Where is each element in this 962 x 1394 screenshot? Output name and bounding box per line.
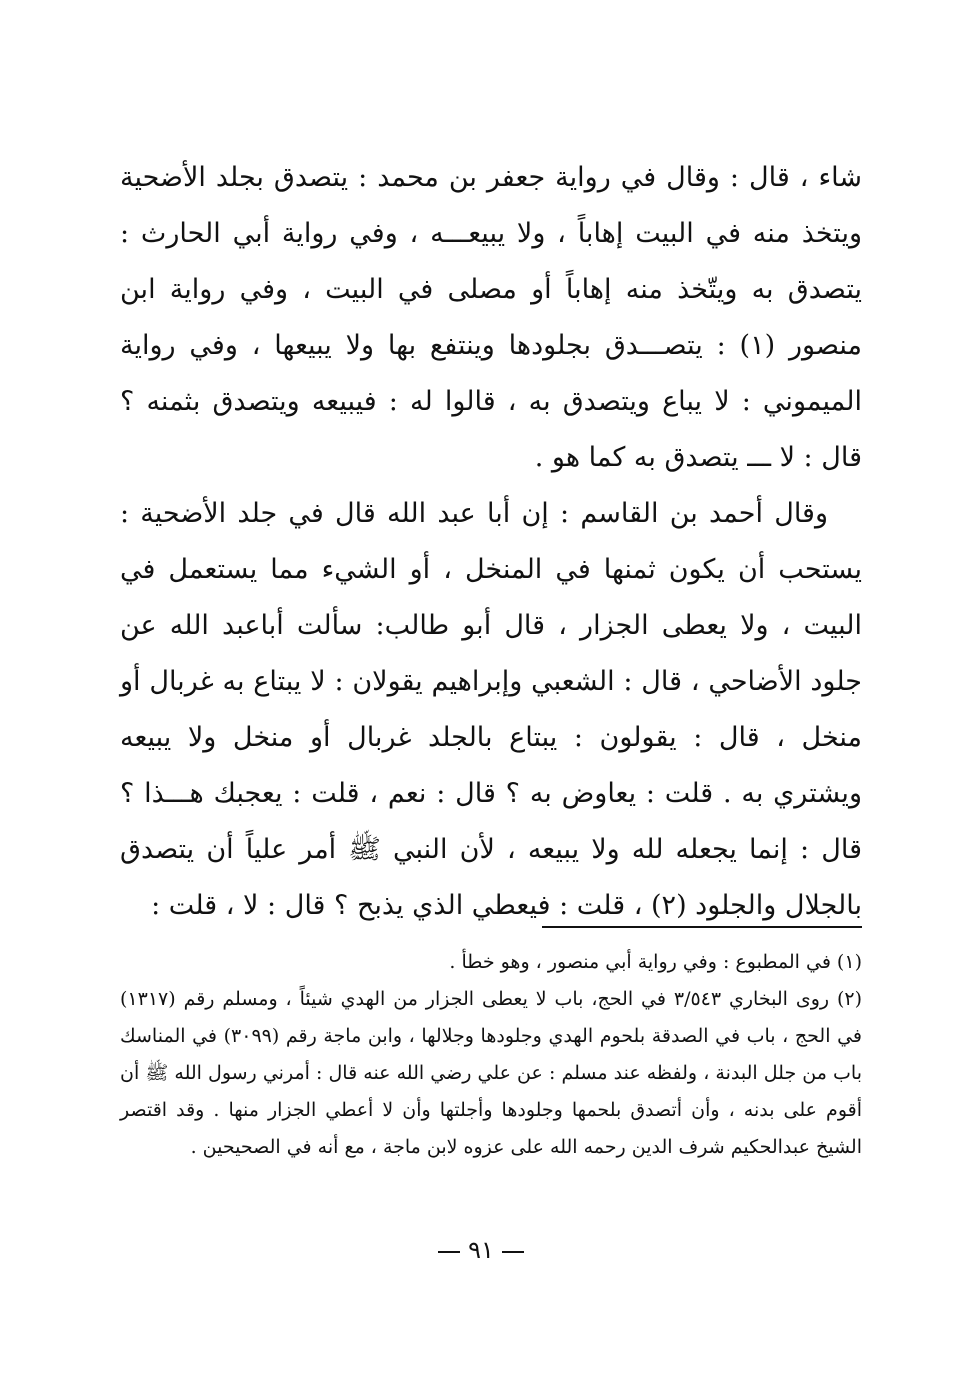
- footnote-2: (٢) روى البخاري ٣/٥٤٣ في الحج، باب لا يعطى الجزار من الهدي شيئاً ، ومسلم رقم (١٣١٧) في الحج ، باب في الصدقة بلحوم الهدي وجلودها وجلالها ، وابن ماجة رقم (٣٠٩٩) في المناسك باب من جلل البدنة ، ولفظه عند مسلم : عن علي رضي الله عنه قال : أمرني رسول الله ﷺ أن أقوم على بدنه ، وأن أتصدق بلحمها وجلودها وأجلتها وأن لا أعطي الجزار منها . وقد اقتصر الشيخ عبدالحكيم شرف الدين رحمه الله على عزوه لابن ماجة ، مع أنه في الصحيحين .: [120, 988, 863, 1158]
- page-number-value: ٩١: [468, 1236, 494, 1264]
- page-number-dash-left: [502, 1251, 524, 1253]
- main-text-body: [120, 150, 862, 934]
- footnote-1: (١) في المطبوع : وفي رواية أبي منصور ، وهو خطأ .: [449, 951, 862, 973]
- footnote-divider: [542, 926, 862, 928]
- footnotes-section: [120, 944, 862, 1166]
- paragraph-2: وقال أحمد بن القاسم : إن أبا عبد الله قال في جلد الأضحية : يستحب أن يكون ثمنها في المنخل ، أو الشيء مما يستعمل في البيت ، ولا يعطى الجزار ، قال أبو طالب: سألت أباعبد الله عن جلود الأضاحي ، قال : الشعبي وإبراهيم يقولان : لا يبتاع به غربال أو منخل ، قال : يقولون : يبتاع بالجلد غربال أو منخل ولا يبيعه ويشتري به . قلت : يعاوض به ؟ قال : نعم ، قلت : يعجبك هـــذا ؟ قال : إنما يجعله لله ولا يبيعه ، لأن النبي ﷺ أمر علياً أن يتصدق بالجلال والجلود (٢) ، قلت : فيعطي الذي يذبح ؟ قال : لا ، قلت :: [120, 498, 862, 921]
- page-number-dash-right: [438, 1251, 460, 1253]
- paragraph-1: شاء ، قال : وقال في رواية جعفر بن محمد : يتصدق بجلد الأضحية ويتخذ منه في البيت إهاباً ، ولا يبيعـــه ، وفي رواية أبي الحارث : يتصدق به ويتّخذ منه إهاباً أو مصلى في البيت ، وفي رواية ابن منصور (١) : يتصـــدق بجلودها وينتفع بها ولا يبيعها ، وفي رواية الميموني : لا يباع ويتصدق به ، قالوا له : فيبيعه ويتصدق بثمنه ؟ قال : لا ـــ يتصدق به كما هو .: [120, 162, 862, 473]
- page-number: [0, 1236, 962, 1264]
